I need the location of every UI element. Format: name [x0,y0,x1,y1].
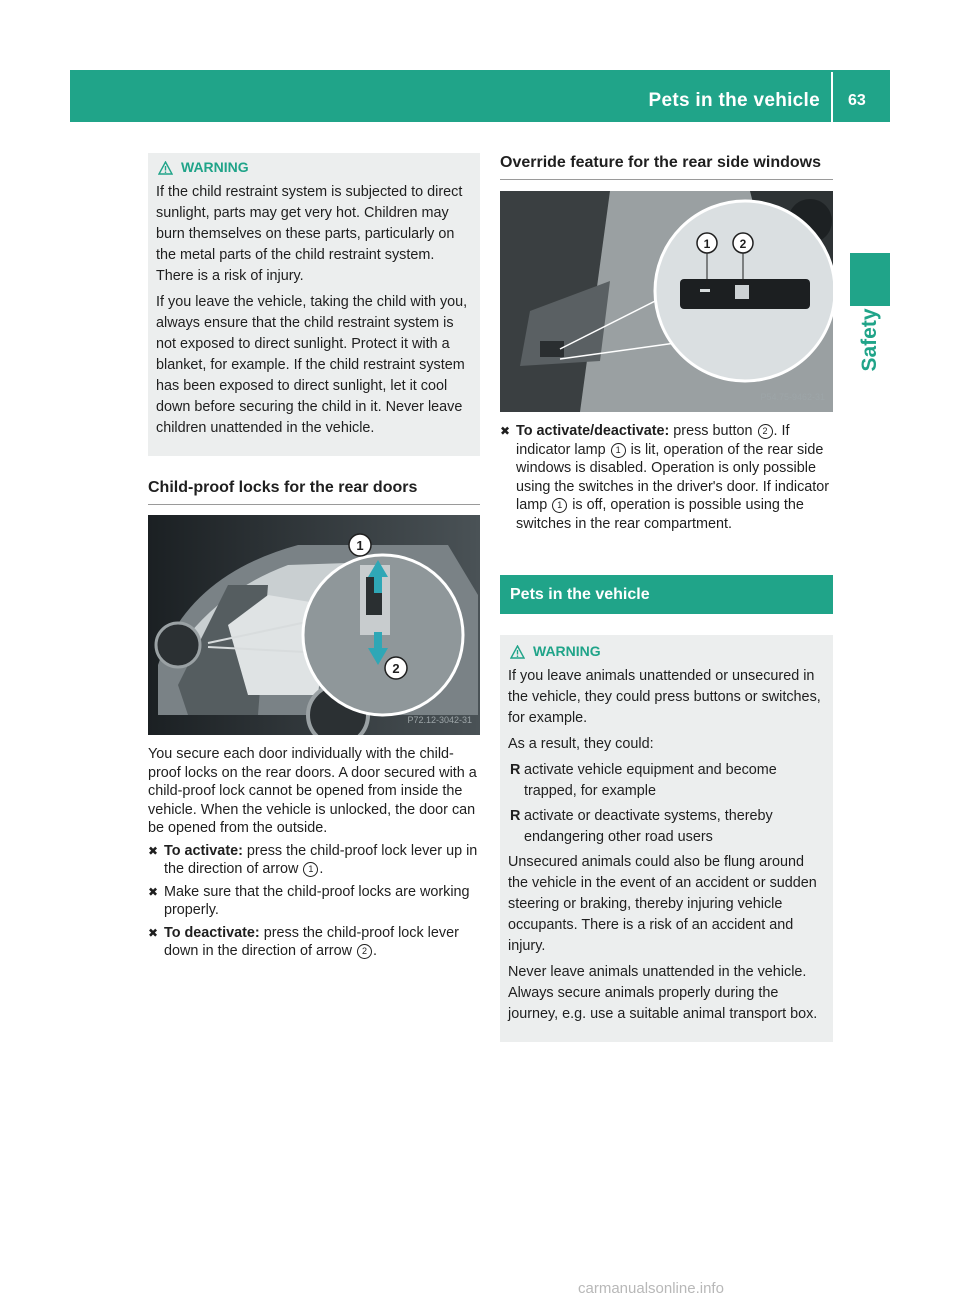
arrow-right-icon: ✖ [148,843,159,858]
warning-heading [156,157,472,178]
left-column [148,153,480,961]
intro-paragraph: You secure each door individually with the child-proof locks on the rear doors. A door secured with a child-proof lock cannot be opened from inside the vehicle. When the vehicle is unlocked, the door can be opened from the outside. [148,746,477,836]
section-title-child-locks: Child-proof locks for the rear doors [148,477,480,505]
child-warning-box [148,153,480,456]
image-code: P54.75-9462-31 [760,392,825,402]
callout-label-1: 1 [703,237,711,251]
number-circle-1: 1 [552,498,567,513]
page-number: 63 [848,92,866,109]
step-text: . If indicator lamp [516,423,790,458]
list-item [508,806,825,848]
side-tab-label[interactable]: Safety [858,308,881,372]
warning-paragraph: Never leave animals unattended in the vehicle. Always secure animals properly during the journey, e.g. use a suitable animal transport box. [508,964,818,1022]
right-column [500,153,833,1042]
callout-label-1: 1 [356,538,364,553]
step-text: Make sure that the child-proof locks are working properly. [164,883,470,918]
side-tab-marker [850,253,890,306]
arrow-right-icon: ✖ [148,925,159,940]
warning-paragraph: If you leave the vehicle, taking the child with you, always ensure that the child restraint system is not exposed to direct sunlight. Protect it with a blanket, for example. If the child restraint system has been exposed to direct sunlight, let it cool down before securing the child in it. Never leave children unattended in the vehicle. [156,294,468,436]
callout-label-2: 2 [739,237,747,251]
number-circle-2: 2 [758,424,773,439]
number-circle-2: 2 [357,944,372,959]
pets-warning-box [500,635,833,1042]
step-toggle-override [500,422,833,533]
car-rear-door-illustration [148,515,480,735]
step-text-end: . [319,861,324,877]
number-circle-1: 1 [303,862,318,877]
warning-paragraph: If the child restraint system is subjected to direct sunlight, parts may get very hot. Children may burn themselves on these parts, particularly on the metal parts of the child restraint system. There is a risk of injury. [156,184,463,284]
child-lock-photo [148,515,480,735]
warning-paragraph: Unsecured animals could also be flung around the vehicle in the event of an accident or sudden steering or braking, thereby injuring vehicle occupants. There is a risk of an accident and injury. [508,854,817,954]
arrow-right-icon: ✖ [500,424,511,438]
warning-paragraph: If you leave animals unattended or unsecured in the vehicle, they could press buttons or switches, for example. [508,668,821,726]
warning-triangle-icon [158,161,173,175]
arrow-right-icon: ✖ [148,884,159,899]
step-text: is off, operation is possible using the switches in the rear compartment. [516,497,804,532]
callout-label-2: 2 [392,661,400,676]
warning-title: WARNING [181,159,249,175]
step-text: press button [673,423,753,439]
image-code: P72.12-3042-31 [407,715,472,725]
step-text: press the child-proof lock lever down in the direction of arrow [164,924,459,959]
step-label: To activate/deactivate: [516,423,670,439]
bullet-r-icon: R [510,808,521,824]
warning-heading [508,641,825,662]
warning-triangle-icon [510,645,525,659]
step-text: is lit, operation of the rear side windows is disabled. Operation is only possible using the switches in the driver's door. If indicator lamp [516,441,830,513]
warning-title: WARNING [533,643,601,659]
header-title: Pets in the vehicle [648,90,820,111]
bullet-text: activate vehicle equipment and become trapped, for example [524,762,777,799]
bullet-text: activate or deactivate systems, thereby endangering other road users [524,808,773,845]
list-item [508,760,825,802]
warning-paragraph: As a result, they could: [508,736,654,752]
section-band-pets: Pets in the vehicle [500,575,833,614]
number-circle-1: 1 [611,443,626,458]
header-divider [831,72,833,122]
section-title-override: Override feature for the rear side windows [500,153,833,180]
step-activate [148,842,480,879]
step-text: press the child-proof lock lever up in the direction of arrow [164,842,478,877]
footer-watermark: carmanualsonline.info [578,1280,724,1297]
bullet-r-icon: R [510,762,521,778]
door-switch-illustration [500,191,833,412]
step-text-end: . [372,943,377,959]
step-label: To deactivate: [164,924,260,941]
override-photo [500,191,833,412]
step-deactivate [148,924,480,961]
step-label: To activate: [164,842,243,859]
step-check [148,883,480,920]
